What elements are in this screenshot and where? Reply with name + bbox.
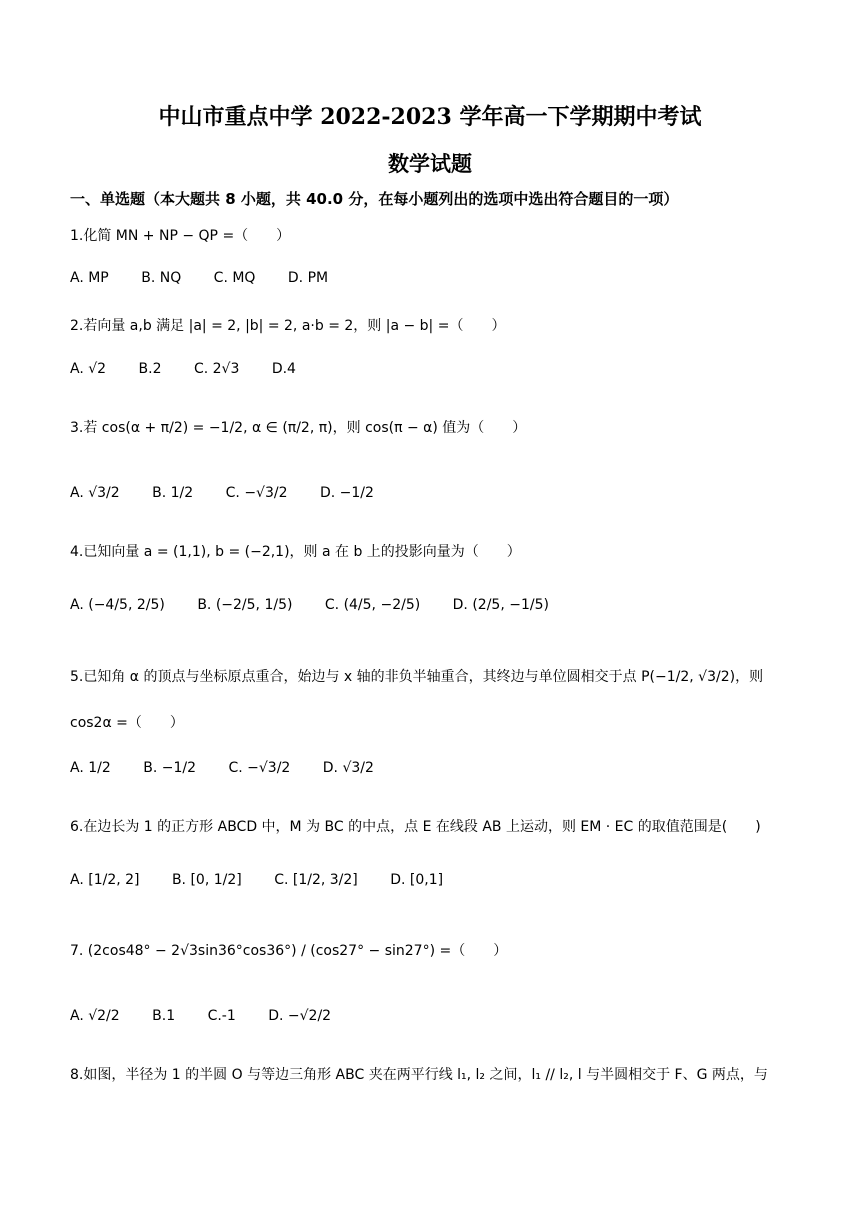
option-d: D. √3/2 (322, 760, 374, 776)
option-b: B. NQ (141, 270, 182, 286)
option-d: D. −√2/2 (268, 1008, 332, 1024)
option-c: C. 2√3 (193, 361, 240, 377)
option-a: A. MP (70, 270, 109, 286)
question-2-options (70, 361, 324, 377)
question-4-stem: 4.已知向量 a = (1,1), b = (−2,1)，则 a 在 b 上的投影向量为（ ） (70, 544, 521, 560)
option-a: A. [1/2, 2] (70, 872, 140, 888)
option-b: B.1 (152, 1008, 176, 1024)
option-b: B. [0, 1/2] (171, 872, 242, 888)
option-d: D. PM (287, 270, 329, 286)
question-7-stem: 7. (2cos48° − 2√3sin36°cos36°) / (cos27° − sin27°) =（ ） (70, 943, 508, 959)
option-c: C.-1 (207, 1008, 236, 1024)
question-1-options (70, 270, 356, 286)
option-b: B.2 (138, 361, 162, 377)
option-a: A. √3/2 (70, 485, 120, 501)
option-b: B. 1/2 (152, 485, 194, 501)
question-7-options (70, 1008, 359, 1024)
question-6-stem: 6.在边长为 1 的正方形 ABCD 中，M 为 BC 的中点，点 E 在线段 AB 上运动，则 EM · EC 的取值范围是( ) (70, 819, 761, 835)
option-a: A. √2/2 (70, 1008, 120, 1024)
question-4-options (70, 597, 577, 613)
question-5-stem-continued: cos2α =（ ） (70, 715, 184, 731)
section-heading: 一、单选题（本大题共 8 小题，共 40.0 分，在每小题列出的选项中选出符合题目的一项） (70, 190, 679, 208)
option-b: B. −1/2 (143, 760, 196, 776)
question-6-options (70, 872, 471, 888)
option-a: A. (−4/5, 2/5) (70, 597, 165, 613)
question-3-stem: 3.若 cos(α + π/2) = −1/2, α ∈ (π/2, π)，则 cos(π − α) 值为（ ） (70, 420, 527, 436)
question-5-options (70, 760, 402, 776)
question-2-stem: 2.若向量 a,b 满足 |a| = 2, |b| = 2, a·b = 2，则 |a − b| =（ ） (70, 318, 506, 334)
question-1-stem: 1.化简 MN + NP − QP =（ ） (70, 228, 291, 244)
option-d: D. −1/2 (319, 485, 374, 501)
question-8-stem: 8.如图，半径为 1 的半圆 O 与等边三角形 ABC 夹在两平行线 l₁, l₂ 之间，l₁ // l₂, l 与半圆相交于 F、G 两点，与 (70, 1067, 768, 1083)
option-c: C. −√3/2 (225, 485, 288, 501)
option-a: A. 1/2 (70, 760, 111, 776)
exam-subtitle: 数学试题 (388, 151, 472, 176)
option-c: C. MQ (213, 270, 256, 286)
question-3-options (70, 485, 402, 501)
question-5-stem: 5.已知角 α 的顶点与坐标原点重合，始边与 x 轴的非负半轴重合，其终边与单位圆相交于点 P(−1/2, √3/2)，则 (70, 669, 764, 685)
option-c: C. (4/5, −2/5) (324, 597, 421, 613)
option-c: C. [1/2, 3/2] (274, 872, 358, 888)
option-d: D. [0,1] (390, 872, 444, 888)
option-b: B. (−2/5, 1/5) (197, 597, 293, 613)
option-d: D. (2/5, −1/5) (452, 597, 549, 613)
option-c: C. −√3/2 (228, 760, 291, 776)
option-a: A. √2 (70, 361, 107, 377)
option-d: D.4 (271, 361, 296, 377)
exam-title: 中山市重点中学 2022-2023 学年高一下学期期中考试 (158, 104, 702, 130)
